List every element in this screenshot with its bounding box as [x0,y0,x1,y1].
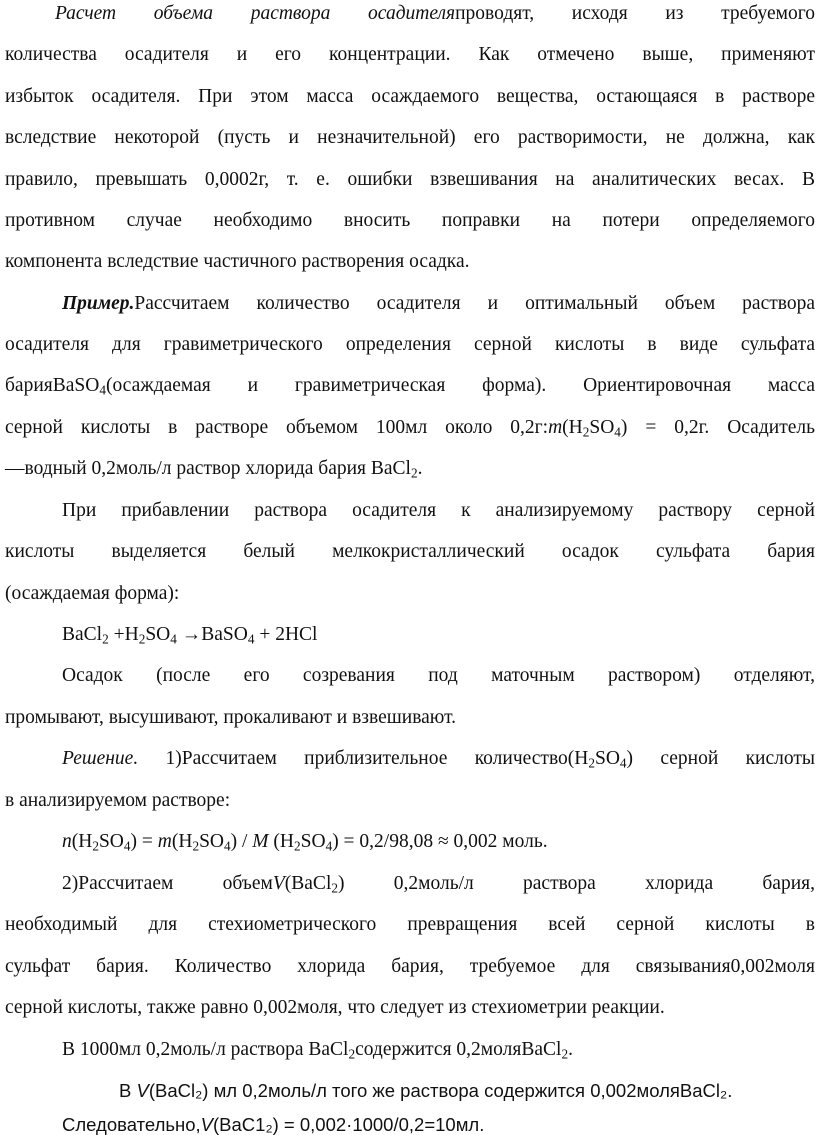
paragraph-6-line-1: 2)Рассчитаем объемV(BaCl$_2$) 0,2моль/л раствора хлорида бария, [62,873,815,896]
paragraph-9: Следовательно,V(BaC1₂) = 0,002·1000/0,2=10мл. [62,1114,485,1135]
example-label: Пример. [62,293,135,314]
arrow-icon: → [176,624,202,645]
paragraph-4-line-1: Осадок (после его созревания под маточным раствором) отделяют, [62,665,815,686]
paragraph-2-line-1: Пример.Рассчитаем количество осадителя и оптимальный объем раствора [62,293,815,314]
paragraph-1-line-7: компонента вследствие частичного растворения осадка. [5,251,470,272]
paragraph-1-line-2: количества осадителя и его концентрации. Как отмечено выше, применяют [5,44,815,65]
paragraph-2-line-3: барияBaSO$_4$(осаждаемая и гравиметрическая форма). Ориентировочная масса [5,375,815,398]
paragraph-5-line-2: в анализируемом растворе: [5,790,231,811]
paragraph-3-line-3: (осаждаемая форма): [5,583,180,604]
paragraph-6-line-3: сульфат бария. Количество хлорида бария, требуемое для связывания0,002моля [5,956,815,977]
reaction-equation: BaCl$_2$ $+H_2SO_4$ →BaSO$_4$ + 2HCl [62,624,318,647]
paragraph-1-line-5: правило, превышать 0,0002г, т. е. ошибки взвешивания на аналитических весах. В [5,169,815,190]
paragraph-7: В 1000мл 0,2моль/л раствора BaCl$_2$содержится 0,2моляBaCl$_2$. [62,1039,573,1062]
paragraph-6-line-2: необходимый для стехиометрического превращения всей серной кислоты в [5,914,815,935]
paragraph-1-line-3: избыток осадителя. При этом масса осаждаемого вещества, остающаяся в растворе [5,86,815,107]
paragraph-8: В V(BaCl₂) мл 0,2моль/л того же раствора содержится 0,002моляBaCl₂. [119,1080,733,1101]
paragraph-3-line-2: кислоты выделяется белый мелкокристаллический осадок сульфата бария [5,541,815,562]
paragraph-2-line-5: —водный 0,2моль/л раствор хлорида бария BaCl$_2$. [5,458,423,481]
paragraph-1-line-4: вследствие некоторой (пусть и незначительной) его растворимости, не должна, как [5,127,815,148]
italic-heading: Расчет объема раствора осадителя [55,3,456,24]
paragraph-3-line-1: При прибавлении раствора осадителя к анализируемому раствору серной [62,500,815,521]
paragraph-1-line-1: Расчет объема раствора осадителяпроводят, исходя из требуемого [55,3,815,24]
paragraph-5-line-1: Решение. 1)Рассчитаем приблизительное $количество(H_2SO_4)$ серной кислоты [62,748,815,771]
formula-amount: $n(H_2SO_4) = m(H_2SO_4) / M$ $(H_2SO_4) = 0,2/98,08 \approx 0,002$ моль. [62,831,548,854]
paragraph-2-line-2: осадителя для гравиметрического определения серной кислоты в виде сульфата [5,334,815,355]
paragraph-2-line-4: серной кислоты в растворе объемом 100мл около $0,2г:m(H_2SO_4) = 0,2г$. Осадитель [5,417,815,440]
paragraph-4-line-2: промывают, высушивают, прокаливают и взвешивают. [5,707,457,728]
solution-label: Решение. [62,748,139,769]
paragraph-1-line-6: противном случае необходимо вносить поправки на потери определяемого [5,210,815,231]
paragraph-6-line-4: серной кислоты, также равно 0,002моля, что следует из стехиометрии реакции. [5,997,665,1018]
